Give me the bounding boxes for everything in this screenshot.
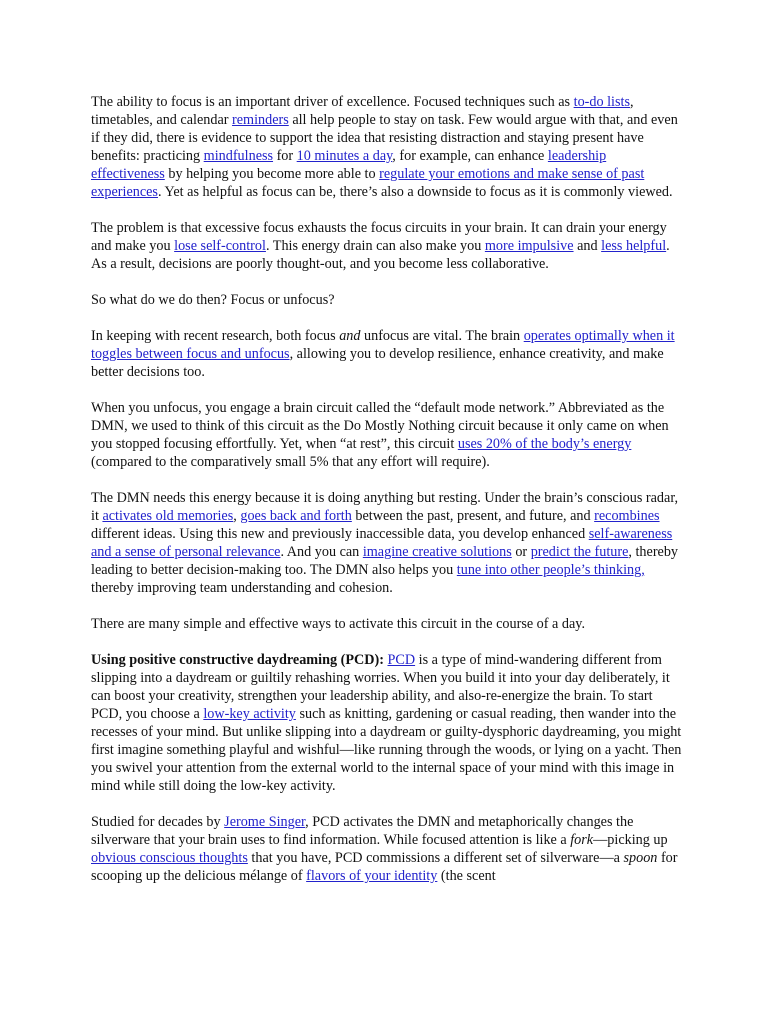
inline-link[interactable]: Jerome Singer [224,814,306,830]
body-text: unfocus are vital. The brain [360,328,524,344]
body-text: (compared to the comparatively small 5% that any effort will require). [91,454,490,470]
paragraph [91,813,682,885]
body-text: , [233,508,241,524]
inline-link[interactable]: low-key activity [203,706,296,722]
body-text: for [273,148,297,164]
inline-link[interactable]: more impulsive [484,238,574,254]
inline-link[interactable]: goes back and forth [240,508,352,524]
body-text: , allowing you to develop resilience, enhance creativity, and make better decisions too. [91,346,664,380]
body-text: . And you can [280,544,363,560]
body-text: for scooping up the delicious mélange of [91,850,678,884]
inline-link[interactable]: mindfulness [203,148,274,164]
inline-link[interactable]: PCD [387,652,416,668]
paragraph [91,93,682,201]
document-page [91,93,682,903]
body-text: —picking up [593,832,668,848]
body-text: between the past, present, and future, and [351,508,595,524]
inline-link[interactable]: activates old memories [102,508,234,524]
inline-link[interactable]: uses 20% of the body’s energy [457,436,632,452]
inline-link[interactable]: obvious conscious thoughts [91,850,248,866]
body-text: all help people to stay on task. Few would argue with that, and even if they did, there is evidence to support the idea that resisting distraction and staying present have benefits: practicing [91,112,678,164]
inline-link[interactable]: predict the future [530,544,629,560]
body-text: (the scent [437,868,496,884]
inline-link[interactable]: 10 minutes a day [296,148,393,164]
inline-link[interactable]: self-awareness and a sense of personal relevance [91,526,673,560]
paragraph [91,651,682,795]
emphasis-text: and [339,328,361,344]
body-text: Studied for decades by [91,814,225,830]
paragraph [91,399,682,471]
body-text: and [573,238,602,254]
body-text: . This energy drain can also make you [265,238,485,254]
inline-link[interactable]: operates optimally when it toggles between focus and unfocus [91,328,675,362]
body-text: that you have, PCD commissions a different set of silverware—a [247,850,624,866]
body-text: thereby improving team understanding and cohesion. [91,580,393,596]
inline-link[interactable]: reminders [232,112,289,128]
paragraph [91,291,682,309]
inline-link[interactable]: lose self-control [174,238,266,254]
body-text: , thereby leading to better decision-making too. The DMN also helps you [91,544,679,578]
body-text: . Yet as helpful as focus can be, there’s also a downside to focus as it is commonly viewed. [157,184,673,200]
inline-link[interactable]: flavors of your identity [306,868,438,884]
body-text: The ability to focus is an important driver of excellence. Focused techniques such as [91,94,574,110]
body-text: In keeping with recent research, both focus [91,328,340,344]
body-text: , timetables, and calendar [91,94,634,128]
body-text: There are many simple and effective ways to activate this circuit in the course of a day. [91,616,585,632]
paragraph [91,489,682,597]
inline-link[interactable]: recombines [594,508,660,524]
body-text: The problem is that excessive focus exhausts the focus circuits in your brain. It can drain your energy and make you [91,220,667,254]
inline-link[interactable]: less helpful [601,238,667,254]
body-text: is a type of mind-wandering different from slipping into a daydream or guiltily rehashing worries. When you build it into your day deliberately, it can boost your creativity, strengthen your leadership ability, and also-re-energize the brain. To start PCD, you choose a [91,652,670,722]
emphasis-text: spoon [623,850,658,866]
emphasis-text: fork [570,832,594,848]
body-text: or [511,544,531,560]
body-text: , PCD activates the DMN and metaphorically changes the silverware that your brain uses to find information. While focused attention is like a [91,814,634,848]
body-text: , for example, can enhance [392,148,548,164]
inline-link[interactable]: imagine creative solutions [362,544,512,560]
inline-link[interactable]: to-do lists [573,94,630,110]
inline-link[interactable]: regulate your emotions and make sense of past experiences [91,166,645,200]
body-text: The DMN needs this energy because it is doing anything but resting. Under the brain’s conscious radar, it [91,490,679,524]
paragraph [91,219,682,273]
paragraph [91,615,682,633]
body-text: . As a result, decisions are poorly thought-out, and you become less collaborative. [91,238,670,272]
inline-link[interactable]: tune into other people’s thinking, [456,562,645,578]
body-text: When you unfocus, you engage a brain circuit called the “default mode network.” Abbreviated as the DMN, we used to think of this circuit as the Do Mostly Nothing circuit because it only came on when you stopped focusing effortfully. Yet, when “at rest”, this circuit [91,400,669,452]
inline-link[interactable]: leadership effectiveness [91,148,607,182]
body-text: different ideas. Using this new and previously inaccessible data, you develop enhanced [91,526,589,542]
body-text: So what do we do then? Focus or unfocus? [91,292,335,308]
paragraph [91,327,682,381]
bold-heading-text: Using positive constructive daydreaming (PCD): [91,652,388,668]
body-text: such as knitting, gardening or casual reading, then wander into the recesses of your mind. But unlike slipping into a daydream or guilty-dysphoric daydreaming, you might first imagine something playful and wishful—like running through the woods, or lying on a yacht. Then you swivel your attention from the external world to the internal space of your mind with this image in mind while still doing the low-key activity. [91,706,682,794]
body-text: by helping you become more able to [164,166,380,182]
